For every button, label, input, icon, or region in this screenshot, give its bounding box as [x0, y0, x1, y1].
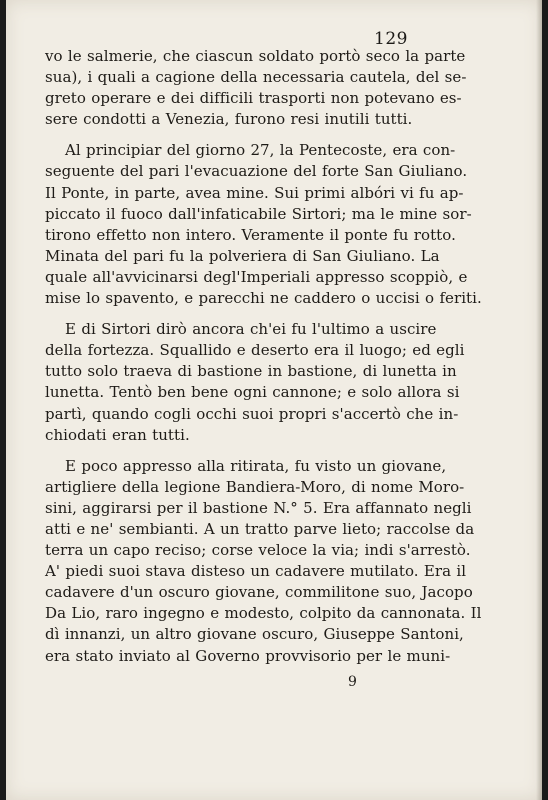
text-line: seguente del pari l'evacuazione del forte San Giuliano.	[45, 162, 468, 181]
paragraph-4	[45, 456, 482, 667]
text-line: cadavere d'un oscuro giovane, commilitone suo, Jacopo	[45, 583, 473, 602]
text-line: vo le salmerie, che ciascun soldato portò seco la parte	[45, 47, 466, 65]
text-line: E di Sirtori dirò ancora ch'ei fu l'ultimo a uscire	[65, 320, 437, 339]
text-line: era stato inviato al Governo provvisorio per le muni-	[45, 646, 451, 665]
text-line: artigliere della legione Bandiera-Moro, di nome Moro-	[45, 477, 465, 496]
text-line: mise lo spavento, e parecchi ne caddero o uccisi o feriti.	[45, 289, 482, 308]
text-line: Minata del pari fu la polveriera di San Giuliano. La	[45, 246, 440, 265]
text-line: tirono effetto non intero. Veramente il ponte fu rotto.	[45, 225, 456, 244]
text-line: sere condotti a Venezia, furono resi inutili tutti.	[45, 110, 413, 129]
text-line: terra un capo reciso; corse veloce la via; indi s'arrestò.	[45, 541, 471, 560]
text-line: sua), i quali a cagione della necessaria cautela, del se-	[45, 68, 467, 87]
text-line: E poco appresso alla ritirata, fu visto un giovane,	[65, 456, 447, 475]
signature-mark: 9	[348, 674, 357, 690]
text-line: Il Ponte, in parte, avea mine. Sui primi albóri vi fu ap-	[45, 183, 464, 202]
paragraph-2	[45, 140, 482, 309]
text-line: atti e ne' sembianti. A un tratto parve lieto; raccolse da	[45, 519, 475, 538]
text-line: piccato il fuoco dall'infaticabile Sirtori; ma le mine sor-	[45, 204, 472, 223]
paragraph-1	[45, 46, 467, 130]
book-page	[6, 0, 542, 800]
text-line: greto operare e dei difficili trasporti non potevano es-	[45, 89, 462, 108]
text-line: quale all'avvicinarsi degl'Imperiali appresso scoppiò, e	[45, 267, 468, 286]
text-line: della fortezza. Squallido e deserto era il luogo; ed egli	[45, 341, 465, 360]
paragraph-3	[45, 319, 465, 446]
text-line: lunetta. Tentò ben bene ogni cannone; e solo allora si	[45, 383, 460, 402]
text-line: Da Lio, raro ingegno e modesto, colpito da cannonata. Il	[45, 604, 482, 623]
text-line: dì innanzi, un altro giovane oscuro, Giuseppe Santoni,	[45, 625, 464, 644]
text-line: Al principiar del giorno 27, la Pentecoste, era con-	[65, 141, 456, 160]
text-line: A' piedi suoi stava disteso un cadavere mutilato. Era il	[45, 562, 467, 581]
page-number: 129	[374, 29, 408, 49]
text-line: chiodati eran tutti.	[45, 425, 190, 444]
text-line: sini, aggirarsi per il bastione N.° 5. Era affannato negli	[45, 498, 472, 517]
body-text	[45, 46, 482, 667]
text-line: partì, quando cogli occhi suoi propri s'accertò che in-	[45, 404, 459, 423]
text-line: tutto solo traeva di bastione in bastione, di lunetta in	[45, 362, 457, 381]
